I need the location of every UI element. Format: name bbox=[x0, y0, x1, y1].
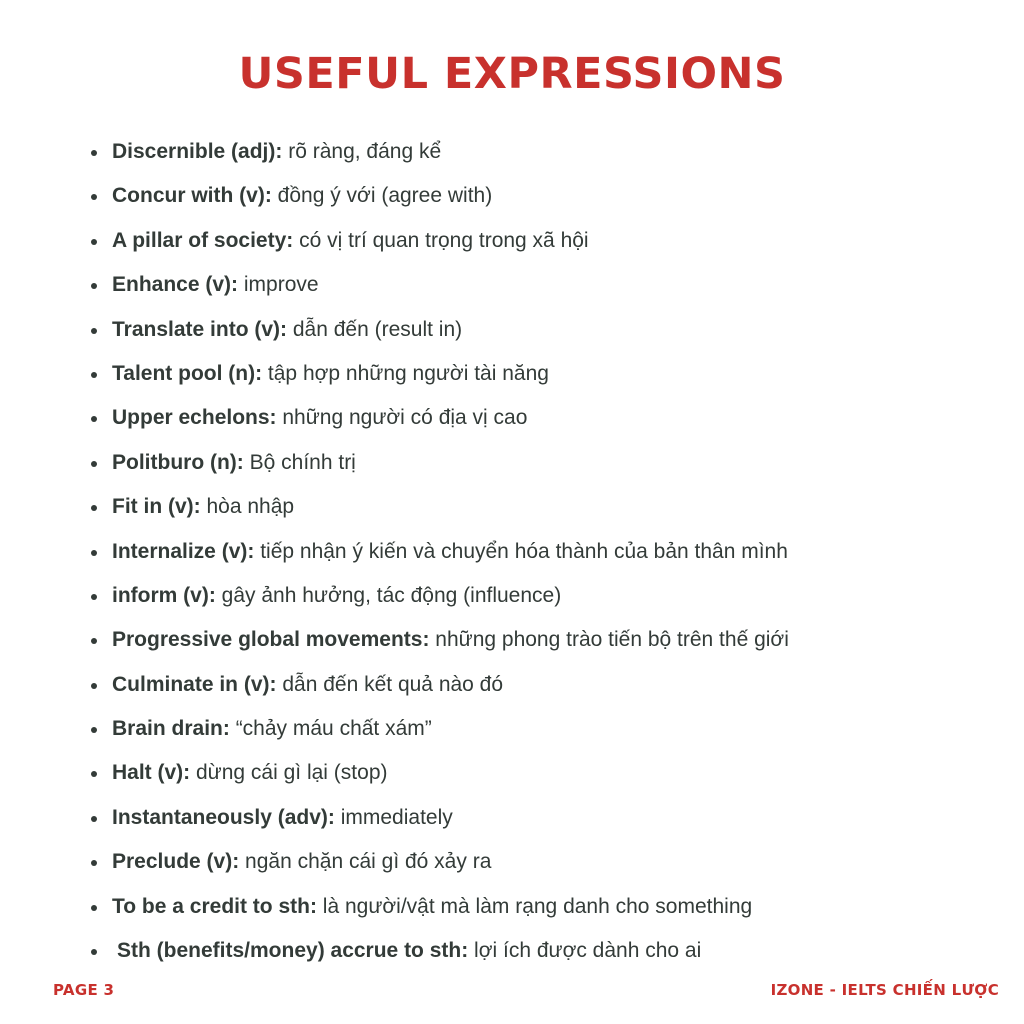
definition: hòa nhập bbox=[200, 495, 295, 519]
bullet-icon bbox=[91, 594, 97, 600]
definition: immediately bbox=[334, 805, 453, 829]
expression-list bbox=[0, 134, 1024, 977]
term: Progressive global movements: bbox=[112, 628, 430, 652]
term: Brain drain: bbox=[112, 717, 230, 741]
definition: những phong trào tiến bộ trên thế giới bbox=[429, 628, 789, 652]
list-item bbox=[0, 134, 1024, 178]
bullet-icon bbox=[91, 283, 97, 289]
definition: dẫn đến (result in) bbox=[287, 317, 463, 341]
term: Internalize (v): bbox=[112, 539, 255, 563]
brand-label: IZONE - IELTS CHIẾN LƯỢC bbox=[770, 981, 999, 999]
definition: rõ ràng, đáng kể bbox=[282, 140, 442, 163]
definition: improve bbox=[238, 273, 319, 297]
bullet-icon bbox=[91, 416, 97, 422]
bullet-icon bbox=[91, 771, 97, 777]
list-item bbox=[0, 622, 1024, 666]
term: Fit in (v): bbox=[112, 495, 201, 519]
list-item bbox=[0, 933, 1024, 977]
list-item bbox=[0, 534, 1024, 578]
bullet-icon bbox=[91, 372, 97, 378]
list-item bbox=[0, 578, 1024, 622]
definition: dẫn đến kết quả nào đó bbox=[276, 672, 504, 696]
definition: dừng cái gì lại (stop) bbox=[190, 761, 388, 785]
list-item bbox=[0, 667, 1024, 711]
term: A pillar of society: bbox=[112, 228, 294, 252]
definition: ngăn chặn cái gì đó xảy ra bbox=[239, 850, 492, 874]
bullet-icon bbox=[91, 816, 97, 822]
definition: đồng ý với (agree with) bbox=[271, 184, 493, 208]
term: Upper echelons: bbox=[112, 406, 277, 430]
bullet-icon bbox=[91, 638, 97, 644]
list-item bbox=[0, 800, 1024, 844]
page-title: USEFUL EXPRESSIONS bbox=[238, 49, 786, 99]
list-item bbox=[0, 178, 1024, 222]
definition: tập hợp những người tài năng bbox=[262, 361, 549, 385]
bullet-icon bbox=[91, 239, 97, 245]
term: Halt (v): bbox=[112, 761, 191, 785]
term: To be a credit to sth: bbox=[112, 894, 317, 918]
definition: tiếp nhận ý kiến và chuyển hóa thành của bản thân mình bbox=[254, 539, 788, 563]
list-item bbox=[0, 844, 1024, 888]
definition: “chảy máu chất xám” bbox=[229, 717, 432, 741]
list-item bbox=[0, 489, 1024, 533]
term: Talent pool (n): bbox=[112, 361, 263, 385]
bullet-icon bbox=[91, 505, 97, 511]
definition: gây ảnh hưởng, tác động (influence) bbox=[215, 583, 562, 607]
bullet-icon bbox=[91, 461, 97, 467]
bullet-icon bbox=[91, 727, 97, 733]
definition: lợi ích được dành cho ai bbox=[468, 939, 702, 963]
bullet-icon bbox=[91, 949, 97, 955]
list-item bbox=[0, 312, 1024, 356]
definition: những người có địa vị cao bbox=[276, 406, 528, 430]
term: Politburo (n): bbox=[112, 450, 244, 474]
definition: là người/vật mà làm rạng danh cho something bbox=[316, 894, 753, 918]
term: Discernible (adj): bbox=[112, 140, 283, 163]
term: Sth (benefits/money) accrue to sth: bbox=[117, 939, 469, 963]
bullet-icon bbox=[91, 860, 97, 866]
page-number: PAGE 3 bbox=[53, 981, 115, 999]
bullet-icon bbox=[91, 194, 97, 200]
list-item bbox=[0, 711, 1024, 755]
term: Instantaneously (adv): bbox=[112, 805, 335, 829]
definition: Bộ chính trị bbox=[243, 450, 356, 474]
term: Concur with (v): bbox=[112, 184, 272, 208]
list-item bbox=[0, 223, 1024, 267]
list-item bbox=[0, 755, 1024, 799]
list-item bbox=[0, 356, 1024, 400]
bullet-icon bbox=[91, 905, 97, 911]
bullet-icon bbox=[91, 550, 97, 556]
bullet-icon bbox=[91, 150, 97, 156]
definition: có vị trí quan trọng trong xã hội bbox=[293, 228, 589, 252]
term: inform (v): bbox=[112, 583, 216, 607]
list-item bbox=[0, 445, 1024, 489]
bullet-icon bbox=[91, 683, 97, 689]
bullet-icon bbox=[91, 328, 97, 334]
term: Preclude (v): bbox=[112, 850, 240, 874]
term: Enhance (v): bbox=[112, 273, 239, 297]
term: Culminate in (v): bbox=[112, 672, 277, 696]
term: Translate into (v): bbox=[112, 317, 288, 341]
list-item bbox=[0, 267, 1024, 311]
list-item bbox=[0, 889, 1024, 933]
list-item bbox=[0, 400, 1024, 444]
